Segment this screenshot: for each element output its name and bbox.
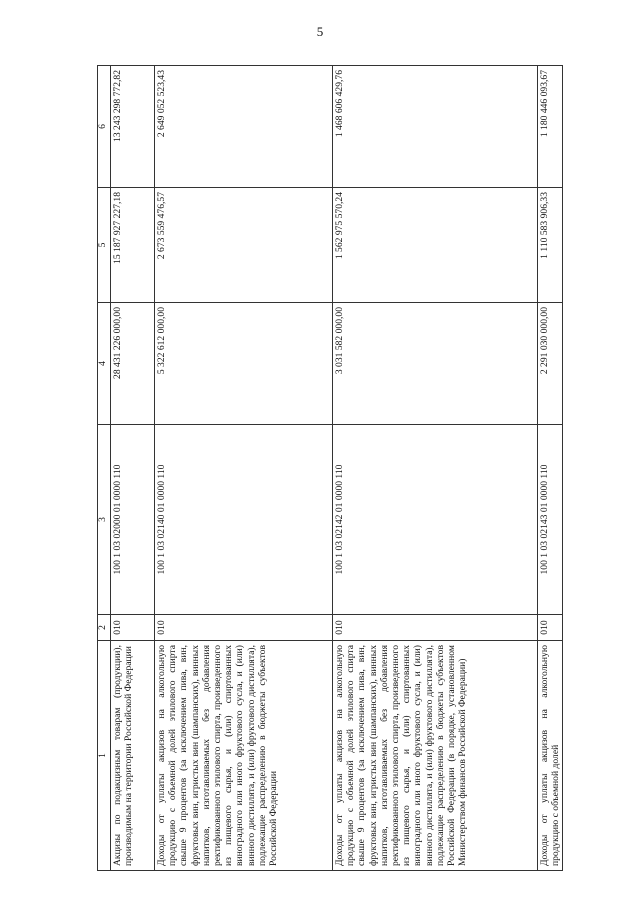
plan-amount-cell: 5 322 612 000,00	[155, 303, 333, 425]
column-header: 2	[98, 615, 111, 641]
kbk-code-cell: 100 1 03 02142 01 0000 110	[333, 425, 538, 615]
column-header: 1	[98, 641, 111, 871]
column-header: 3	[98, 425, 111, 615]
column-header: 6	[98, 66, 111, 188]
admin-code-cell: 010	[155, 615, 333, 641]
column-header: 4	[98, 303, 111, 425]
remaining-amount-cell: 13 243 298 772,82	[111, 66, 155, 188]
column-header: 5	[98, 188, 111, 303]
executed-amount-cell: 1 110 583 906,33	[538, 188, 563, 303]
column-number-row	[98, 66, 111, 871]
admin-code-cell: 010	[111, 615, 155, 641]
plan-amount-cell: 28 431 226 000,00	[111, 303, 155, 425]
remaining-amount-cell: 1 180 446 093,67	[538, 66, 563, 188]
remaining-amount-cell: 1 468 606 429,76	[333, 66, 538, 188]
remaining-amount-cell: 2 649 052 523,43	[155, 66, 333, 188]
table-row	[538, 66, 563, 871]
kbk-code-cell: 100 1 03 02143 01 0000 110	[538, 425, 563, 615]
plan-amount-cell: 3 031 582 000,00	[333, 303, 538, 425]
table-row	[333, 66, 538, 871]
income-name-cell: Доходы от уплаты акцизов на алкогольную продукцию с объемной долей	[538, 641, 563, 871]
executed-amount-cell: 15 187 927 227,18	[111, 188, 155, 303]
income-name-cell: Акцизы по подакцизным товарам (продукции), производимым на территории Российской Федерации	[111, 641, 155, 871]
executed-amount-cell: 2 673 559 476,57	[155, 188, 333, 303]
table-row	[155, 66, 333, 871]
admin-code-cell: 010	[538, 615, 563, 641]
kbk-code-cell: 100 1 03 02000 01 0000 110	[111, 425, 155, 615]
table-row	[111, 66, 155, 871]
admin-code-cell: 010	[333, 615, 538, 641]
page-number: 5	[316, 24, 324, 39]
revenue-table	[97, 65, 563, 871]
executed-amount-cell: 1 562 975 570,24	[333, 188, 538, 303]
table-container	[97, 66, 562, 871]
plan-amount-cell: 2 291 030 000,00	[538, 303, 563, 425]
income-name-cell: Доходы от уплаты акцизов на алкогольную продукцию с объемной долей этилового спирта свыше 9 процентов (за исключением пива, вин, фруктовых вин, игристых вин (шампанских), винных напитков, изготавливаемых без добавления ректификованного этилового спирта, произведенного из пищевого сырья, и (или) спиртованных виноградного или иного фруктового сусла, и (или) винного дистиллята, и (или) фруктового дистиллята), подлежащие распределению в бюджеты субъектов Российской Федерации	[155, 641, 333, 871]
kbk-code-cell: 100 1 03 02140 01 0000 110	[155, 425, 333, 615]
income-name-cell: Доходы от уплаты акцизов на алкогольную продукцию с объемной долей этилового спирта свыше 9 процентов (за исключением пива, вин, фруктовых вин, игристых вин (шампанских), винных напитков, изготавливаемых без добавления ректификованного этилового спирта, произведенного из пищевого сырья, и (или) спиртованных виноградного или иного фруктового сусла, и (или) винного дистиллята, и (или) фруктового дистиллята), подлежащие распределению в бюджеты субъектов Российской Федерации (в порядке, установленном Министерством финансов Российской Федерации)	[333, 641, 538, 871]
